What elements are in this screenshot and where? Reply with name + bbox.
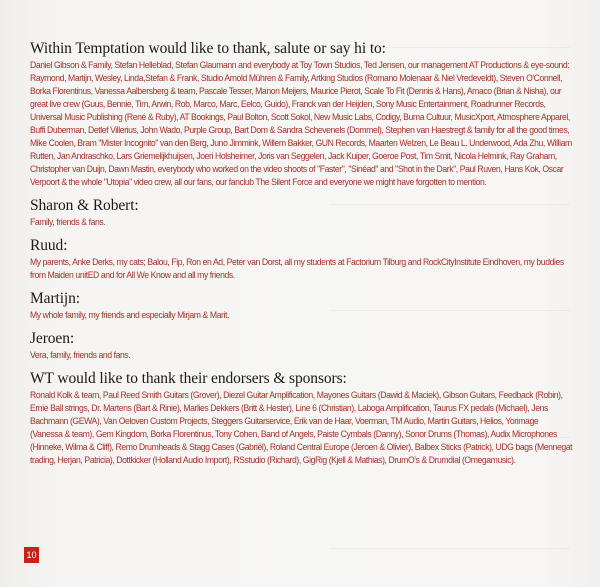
section-endorsers-sponsors	[30, 370, 572, 467]
section-heading: Jeroen:	[30, 330, 75, 347]
show-through-line	[330, 548, 570, 549]
section-text: Daniel Gibson & Family, Stefan Helleblad, Stefan Glaumann and everybody at Toy Town Studios, Ted Jensen, our management AT Productions & eye-sound: Raymond, Martijn, Wesley, Linda,Stefan & Frank, Studio Arnold Mühren & Family, Artking Studios (Romano Molenaar & Niel Vredeveldt), Steven O'Connell, Borka Florentinus, Vanessa Aalbersberg & team, Pascale Tesser, Manon Meijers, Maurice Pierot, Scale To Fit (Dennis & Hans), Amaco (Brian & Nisha), our great live crew (Guus, Bennie, Tim, Arwin, Rob, Marco, Marc, Eelco, Guido), Franck van der Heijden, Sony Music Entertainment, Roadrunner Records, Universal Music Publishing (René & Ruby), AT Bookings, Paul Bolton, Scott Sokol, New Music Labs, Codigy, Buma Cultuur, MusicXport, Atmosphere Apparel, Buffi Duberman, Detlef Villerius, John Wado, Purple Group, Bart Dom & Sandra Schevenels (Dommel), Stephen van Haestregt & family for all the good times, Mike Coolen, Bram "Mister Incognito" van den Berg, Juno Jimmink, Willem Bakker, GUN Records, Maarten Welzen, Le Beau L. Underwood, Ada Zhu, William Rutten, Jan Andraschko, Lars Griemelijkhuijsen, Joeri Holsheimer, Joris van Seggelen, Jack Kuiper, Goeroe Post, Tim Smit, Nicola Helmink, Ray Graham, Christopher van Duijn, Dawn Mastin, everybody who worked on the video shoots of "Faster", "Sinéad" and "Shot in the Dark", Paul Ruven, Hans Kok, Oscar Verpoort & the whole "Utopia" video crew, all our fans, our fanclub The Silent Force and everyone we might have forgotten to mention.	[30, 60, 572, 187]
thanks-content	[30, 40, 572, 475]
section-sharon-robert	[30, 197, 572, 229]
section-text: My parents, Anke Derks, my cats; Balou, Fip, Ron en Ad, Peter van Dorst, all my students at Factorium Tilburg and RockCityInstitute Eindhoven, my buddies from Maiden unitED and for All We Know and all my friends.	[30, 257, 564, 280]
section-heading: Ruud:	[30, 237, 68, 254]
section-text: My whole family, my friends and especially Mirjam & Marit.	[30, 310, 229, 320]
section-text: Ronald Kolk & team, Paul Reed Smith Guitars (Grover), Diezel Guitar Amplification, Mayones Guitars (Dawid & Maciek), Gibson Guitars, Feedback (Robin), Ernie Ball strings, Dr. Martens (Bart & Rinie), Marlies Dekkers (Britt & Hester), Line 6 (Christian), Laboga Amplification, Taurus FX pedals (Michael), Jens Bachmann (GEWA), Van Oeloven Custom Projects, Steggers Guitarservice, Erik van de Haar, Voerman, TM Audio, Martin Guitars, Helios, Yorimage (Vanessa & team), Gem Kingdom, Borka Florentinus, Tony Cohen, Band of Angels, Paiste Cymbals (Danny), Sonor Drums (Thomas), Audix Microphones (Hinneke, Wilma & Cliff), Remo Drumheads & Stagg Cases (Gabriël), Roland Central Europe (Jeroen & Olivier), Balbex Sticks (Patrick), UDG bags (Mennegat trading, Herjan, Patricia), Dottkicker (Holland Audio Import), RSstudio (Richard), GigRig (Kjell & Mathias), DrumO's & Drumdial (Omegamusic).	[30, 390, 573, 465]
section-jeroen	[30, 330, 572, 362]
section-heading: Martijn:	[30, 290, 80, 307]
section-heading: Within Temptation would like to thank, salute or say hi to:	[30, 40, 386, 57]
section-band-thanks	[30, 40, 572, 189]
section-heading: WT would like to thank their endorsers & sponsors:	[30, 370, 347, 387]
section-martijn	[30, 290, 572, 322]
section-text: Vera, family, friends and fans.	[30, 350, 131, 360]
section-text: Family, friends & fans.	[30, 217, 106, 227]
section-heading: Sharon & Robert:	[30, 197, 139, 214]
page-number-badge: 10	[24, 547, 39, 563]
section-ruud	[30, 237, 572, 282]
